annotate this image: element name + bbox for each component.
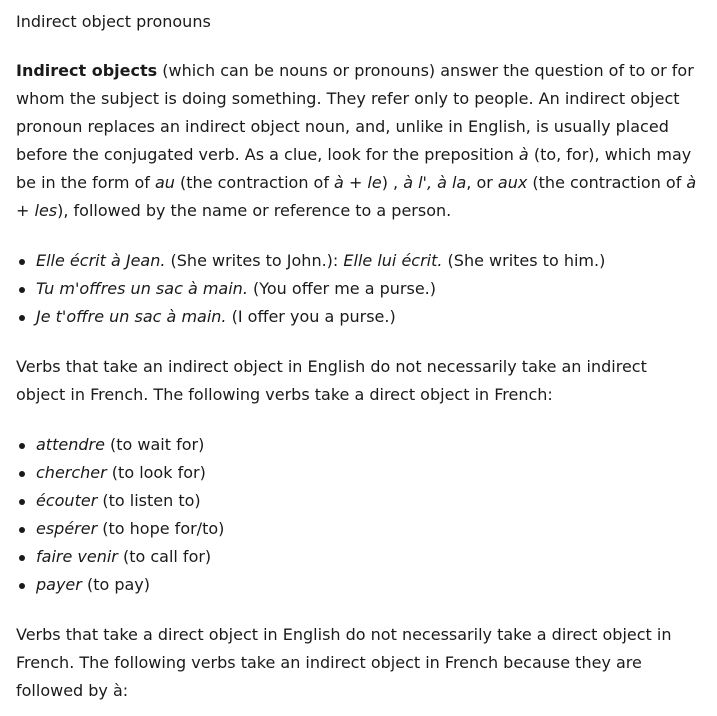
verb-meaning: (to call for)	[117, 547, 212, 566]
verb-meaning: (to look for)	[106, 463, 206, 482]
indirect-object-paragraph: Verbs that take a direct object in English do not necessarily take a direct object in French. The following verbs take an indirect object in French because they are followed by à:	[16, 625, 672, 700]
examples-list	[16, 247, 701, 331]
list-item	[16, 431, 701, 459]
verb: chercher	[36, 463, 107, 482]
list-item	[16, 487, 701, 515]
verb: faire venir	[36, 547, 118, 566]
list-item	[16, 247, 701, 275]
example-english: (She writes to him.)	[442, 251, 606, 270]
intro-text: (the contraction of	[174, 173, 335, 192]
intro-italic: à + le	[334, 173, 382, 192]
indirect-objects-term: Indirect objects	[16, 61, 158, 80]
verb-meaning: (to hope for/to)	[97, 519, 225, 538]
example-english: (I offer you a purse.)	[226, 307, 396, 326]
verb-meaning: (to wait for)	[104, 435, 205, 454]
intro-italic: à	[518, 145, 529, 164]
example-english: (She writes to John.):	[165, 251, 344, 270]
intro-italic: aux	[497, 173, 528, 192]
verb: espérer	[36, 519, 98, 538]
direct-verbs-list	[16, 431, 701, 599]
example-french: Je t'offre un sac à main.	[36, 307, 227, 326]
intro-paragraph	[16, 57, 701, 225]
verb-meaning: (to pay)	[81, 575, 151, 594]
intro-text: ), followed by the name or reference to a person.	[57, 201, 452, 220]
list-item	[16, 543, 701, 571]
verb: écouter	[36, 491, 98, 510]
intro-italic: à l',	[403, 173, 433, 192]
intro-italic: à la	[437, 173, 467, 192]
intro-text: , or	[466, 173, 498, 192]
verb-meaning: (to listen to)	[97, 491, 201, 510]
example-french: Tu m'offres un sac à main.	[36, 279, 248, 298]
list-item	[16, 571, 701, 599]
verb: attendre	[36, 435, 105, 454]
intro-text: ) ,	[381, 173, 404, 192]
list-item	[16, 303, 701, 331]
direct-object-paragraph: Verbs that take an indirect object in English do not necessarily take an indirect object in French. The following verbs take a direct object in French:	[16, 357, 647, 404]
intro-italic: au	[155, 173, 175, 192]
intro-text: (to, for), which may be in the form of	[16, 145, 692, 192]
verb: payer	[36, 575, 82, 594]
example-french: Elle lui écrit.	[343, 251, 443, 270]
list-item	[16, 515, 701, 543]
intro-text: (which can be nouns or pronouns) answer the question of to or for whom the subject is doing something. They refer only to people. An indirect object pronoun replaces an indirect object noun, and, unlike in English, is usually placed before the conjugated verb. As a clue, look for the preposition	[16, 61, 694, 164]
page-title: Indirect object pronouns	[16, 12, 211, 31]
intro-text: (the contraction of	[527, 173, 687, 192]
example-english: (You offer me a purse.)	[247, 279, 437, 298]
list-item	[16, 275, 701, 303]
list-item	[16, 459, 701, 487]
example-french: Elle écrit à Jean.	[36, 251, 166, 270]
intro-italic: à + les	[16, 173, 697, 220]
